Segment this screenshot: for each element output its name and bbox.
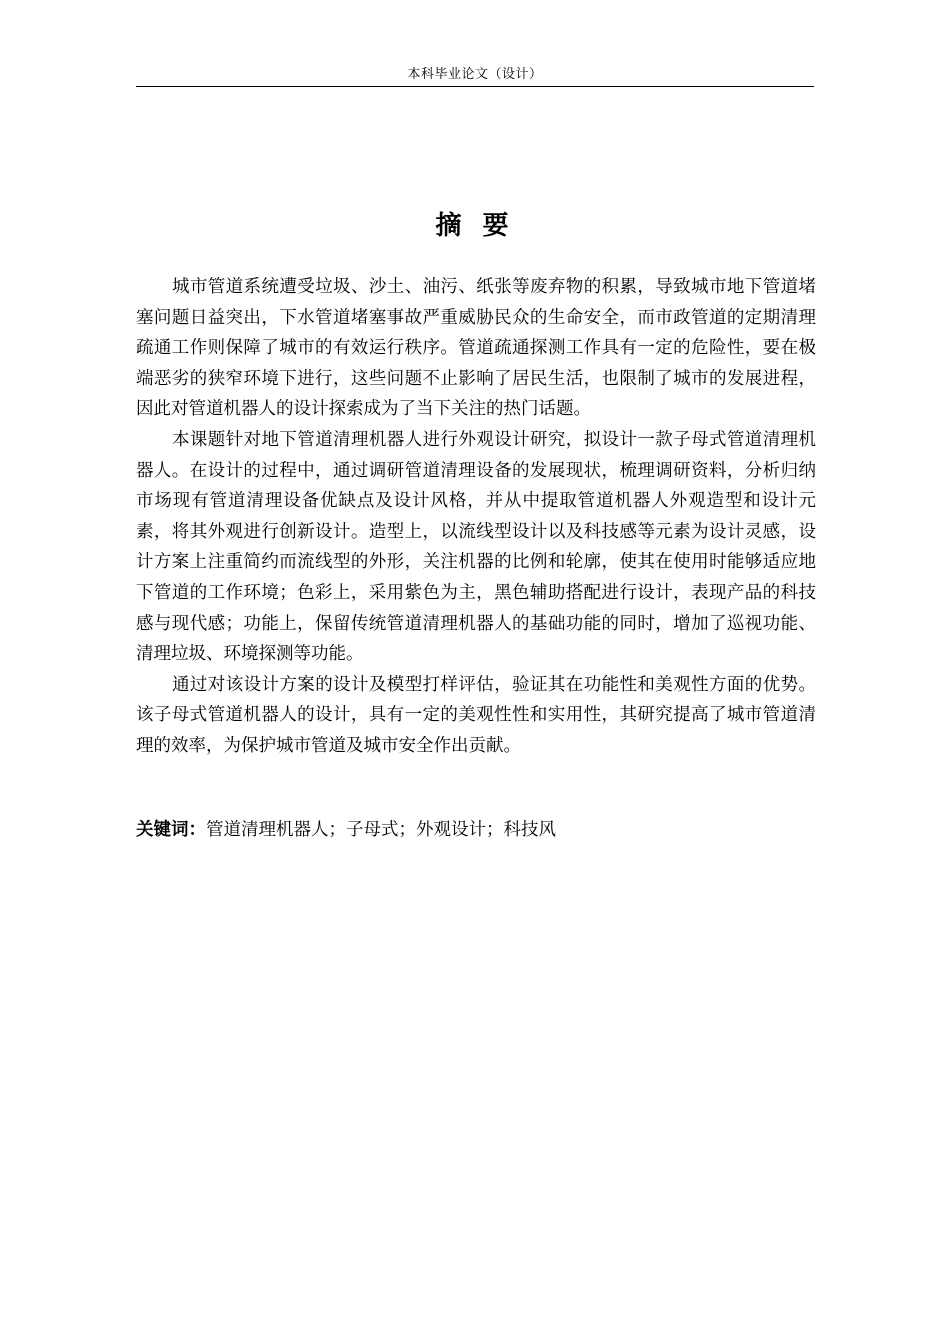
header-rule [136, 86, 814, 87]
abstract-body [136, 272, 816, 762]
abstract-paragraph: 本课题针对地下管道清理机器人进行外观设计研究，拟设计一款子母式管道清理机器人。在设计的过程中，通过调研管道清理设备的发展现状，梳理调研资料，分析归纳市场现有管道清理设备优缺点及设计风格，并从中提取管道机器人外观造型和设计元素，将其外观进行创新设计。造型上，以流线型设计以及科技感等元素为设计灵感，设计方案上注重简约而流线型的外形，关注机器的比例和轮廓，使其在使用时能够适应地下管道的工作环境；色彩上，采用紫色为主，黑色辅助搭配进行设计，表现产品的科技感与现代感；功能上，保留传统管道清理机器人的基础功能的同时，增加了巡视功能、清理垃圾、环境探测等功能。 [136, 429, 816, 665]
abstract-paragraph: 城市管道系统遭受垃圾、沙土、油污、纸张等废弃物的积累，导致城市地下管道堵塞问题日益突出，下水管道堵塞事故严重威胁民众的生命安全，而市政管道的定期清理疏通工作则保障了城市的有效运行秩序。管道疏通探测工作具有一定的危险性，要在极端恶劣的狭窄环境下进行，这些问题不止影响了居民生活，也限制了城市的发展进程，因此对管道机器人的设计探索成为了当下关注的热门话题。 [136, 277, 816, 420]
keywords-text: 管道清理机器人；子母式；外观设计；科技风 [206, 820, 556, 840]
keywords-label: 关键词： [136, 820, 206, 840]
keywords-line [136, 816, 816, 844]
abstract-paragraph: 通过对该设计方案的设计及模型打样评估，验证其在功能性和美观性方面的优势。该子母式管道机器人的设计，具有一定的美观性性和实用性，其研究提高了城市管道清理的效率，为保护城市管道及城市安全作出贡献。 [136, 674, 816, 756]
abstract-title: 摘 要 [435, 211, 515, 241]
running-header: 本科毕业论文（设计） [407, 67, 543, 82]
